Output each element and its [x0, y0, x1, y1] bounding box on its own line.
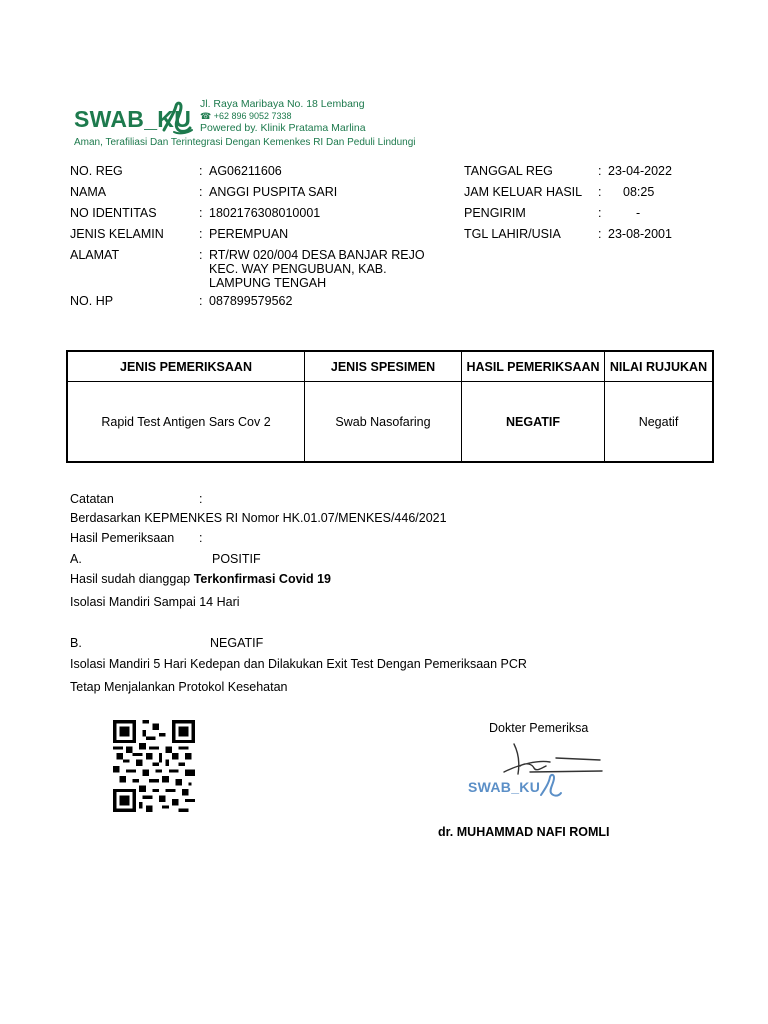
clinic-tagline: Aman, Terafiliasi Dan Terintegrasi Dengan Kemenkes RI Dan Peduli Lindungi: [74, 137, 416, 148]
nama-value: ANGGI PUSPITA SARI: [209, 185, 338, 199]
no-hp-label: NO. HP: [70, 294, 114, 308]
table-cell-jenis-pemeriksaan: Rapid Test Antigen Sars Cov 2: [101, 414, 271, 429]
no-hp-value: 087899579562: [209, 294, 293, 308]
colon: :: [199, 227, 203, 241]
colon: :: [598, 206, 602, 220]
colon: :: [598, 227, 602, 241]
jenis-kelamin-label: JENIS KELAMIN: [70, 227, 164, 241]
option-b-label: B.: [70, 636, 82, 650]
jenis-kelamin-value: PEREMPUAN: [209, 227, 289, 241]
table-header-hasil-pemeriksaan: HASIL PEMERIKSAAN: [466, 360, 600, 374]
tanggal-reg-value: 23-04-2022: [608, 164, 672, 178]
colon: :: [199, 164, 203, 178]
option-a-value: POSITIF: [212, 552, 261, 566]
colon: :: [199, 492, 203, 506]
alamat-line-2: KEC. WAY PENGUBUAN, KAB.: [209, 262, 387, 276]
swab-logo-icon: [160, 100, 198, 136]
alamat-line-1: RT/RW 020/004 DESA BANJAR REJO: [209, 248, 425, 262]
jam-keluar-value: 08:25: [623, 185, 655, 199]
clinic-phone-row: [200, 111, 292, 122]
signature-title: Dokter Pemeriksa: [489, 721, 589, 735]
tanggal-reg-label: TANGGAL REG: [464, 164, 553, 178]
table-header-jenis-pemeriksaan: JENIS PEMERIKSAAN: [120, 359, 252, 374]
colon: :: [199, 185, 203, 199]
option-a-line-2: Isolasi Mandiri Sampai 14 Hari: [70, 595, 240, 609]
table-cell-jenis-spesimen: Swab Nasofaring: [335, 414, 431, 429]
qr-code: [113, 720, 195, 812]
kepmenkes-text: Berdasarkan KEPMENKES RI Nomor HK.01.07/MENKES/446/2021: [70, 511, 447, 525]
no-reg-label: NO. REG: [70, 164, 123, 178]
option-b-value: NEGATIF: [210, 636, 264, 650]
colon: :: [598, 164, 602, 178]
results-table: [66, 350, 714, 463]
alamat-line-3: LAMPUNG TENGAH: [209, 276, 327, 290]
option-a-label: A.: [70, 552, 82, 566]
phone-icon: ☎: [200, 111, 212, 121]
catatan-label: Catatan: [70, 492, 114, 506]
no-identitas-value: 1802176308010001: [209, 206, 321, 220]
doctor-name: dr. MUHAMMAD NAFI ROMLI: [438, 825, 610, 839]
table-header-nilai-rujukan: NILAI RUJUKAN: [609, 359, 708, 374]
option-b-line-2: Tetap Menjalankan Protokol Kesehatan: [70, 680, 288, 694]
no-reg-value: AG06211606: [209, 164, 282, 178]
clinic-phone: +62 896 9052 7338: [213, 111, 292, 121]
tgl-lahir-value: 23-08-2001: [608, 227, 672, 241]
no-identitas-label: NO IDENTITAS: [70, 206, 157, 220]
colon: :: [199, 294, 203, 308]
colon: :: [199, 531, 203, 545]
logo-text: SWAB_KU: [74, 106, 192, 132]
option-a-line-1-prefix: Hasil sudah dianggap: [70, 572, 194, 586]
tgl-lahir-label: TGL LAHIR/USIA: [464, 227, 561, 241]
option-b-line-1: Isolasi Mandiri 5 Hari Kedepan dan Dilakukan Exit Test Dengan Pemeriksaan PCR: [70, 657, 527, 671]
colon: :: [598, 185, 602, 199]
alamat-label: ALAMAT: [70, 248, 120, 262]
pengirim-value: -: [636, 206, 641, 220]
clinic-powered-by: Powered by. Klinik Pratama Marlina: [200, 122, 366, 134]
nama-label: NAMA: [70, 185, 107, 199]
option-a-line-1-bold: Terkonfirmasi Covid 19: [193, 572, 332, 586]
table-header-jenis-spesimen: JENIS SPESIMEN: [330, 359, 436, 374]
pengirim-label: PENGIRIM: [464, 206, 526, 220]
colon: :: [199, 248, 203, 262]
jam-keluar-label: JAM KELUAR HASIL: [464, 185, 583, 199]
option-a-line-1: [70, 572, 331, 586]
hasil-pemeriksaan-label: Hasil Pemeriksaan: [70, 531, 175, 545]
table-cell-nilai-rujukan: Negatif: [638, 414, 679, 429]
clinic-address: Jl. Raya Maribaya No. 18 Lembang: [200, 98, 365, 110]
stamp-logo-text: SWAB_KU: [468, 779, 541, 795]
colon: :: [199, 206, 203, 220]
stamp-logo-icon: [538, 773, 566, 799]
table-cell-hasil-pemeriksaan: NEGATIF: [506, 414, 560, 429]
